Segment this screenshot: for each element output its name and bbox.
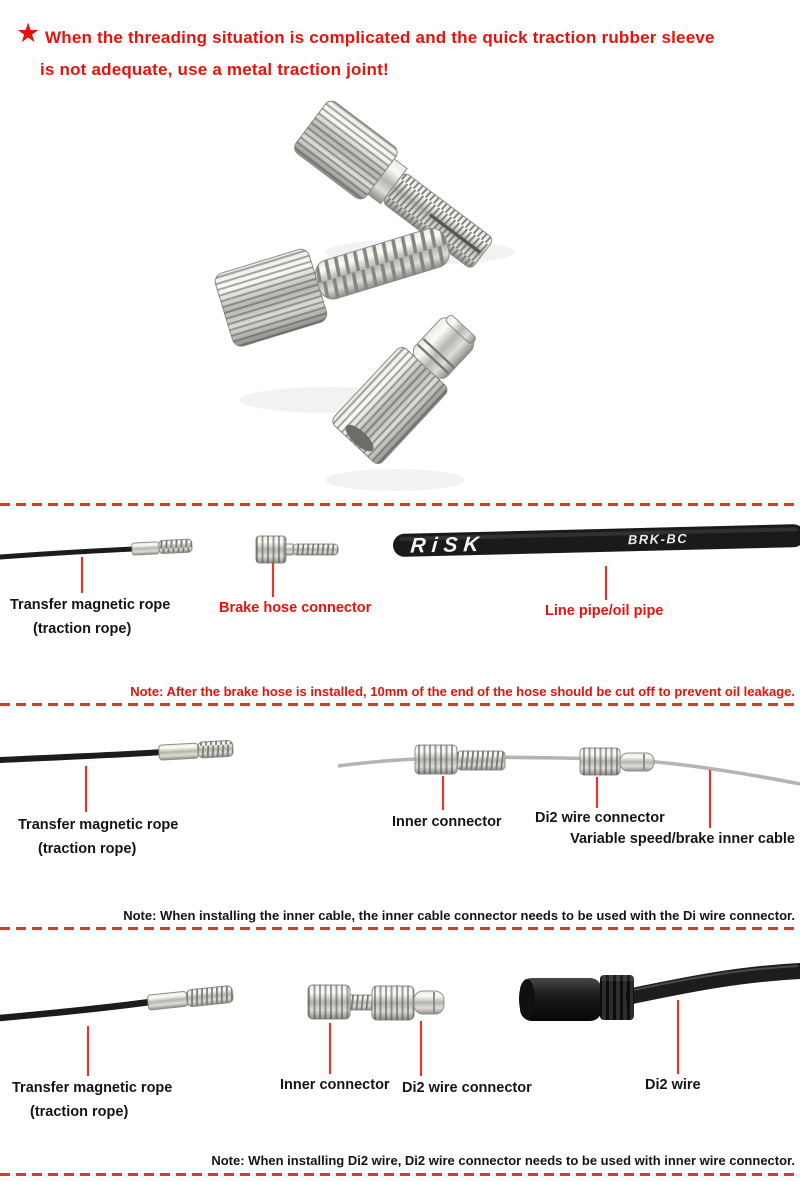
barrel-adjuster xyxy=(330,304,488,467)
di2-wire-label: Di2 wire xyxy=(645,1077,701,1093)
metal-traction-joints-photo xyxy=(213,98,515,491)
brake-hose-connector-graphic xyxy=(256,536,338,563)
dashed-divider-1 xyxy=(0,503,800,506)
header-line-2: is not adequate, use a metal traction joint! xyxy=(40,60,389,79)
brake-hose-connector-label: Brake hose connector xyxy=(219,600,372,616)
tube-model-text: BRK-BC xyxy=(627,530,689,548)
inner-connector-label-2: Inner connector xyxy=(392,814,502,830)
rope-label-2-line1: Transfer magnetic rope xyxy=(18,817,179,833)
rope-label-3-line1: Transfer magnetic rope xyxy=(12,1080,173,1096)
transfer-rope-graphic-3 xyxy=(0,985,233,1018)
di2-wire-graphic xyxy=(519,966,800,1021)
rope-label-1-line1: Transfer magnetic rope xyxy=(10,597,171,613)
transfer-rope-graphic-2 xyxy=(0,740,233,760)
inner-connector-label-3: Inner connector xyxy=(280,1077,390,1093)
note-brake-hose: Note: After the brake hose is installed, 10mm of the end of the hose should be cut off to prevent oil leakage. xyxy=(130,684,795,699)
dashed-divider-4 xyxy=(0,1173,800,1176)
rope-label-2-line2: (traction rope) xyxy=(38,841,137,857)
note-di2-wire: Note: When installing Di2 wire, Di2 wire connector needs to be used with inner wire connector. xyxy=(211,1153,795,1168)
di2-connector-label-2: Di2 wire connector xyxy=(535,810,665,826)
di2-connector-label-3: Di2 wire connector xyxy=(402,1080,532,1096)
line-pipe-graphic xyxy=(393,524,800,558)
rope-label-3-line2: (traction rope) xyxy=(30,1104,129,1120)
variable-speed-cable-label: Variable speed/brake inner cable xyxy=(570,831,795,847)
tube-brand-text: RiSK xyxy=(409,532,486,558)
section3-graphics xyxy=(0,966,800,1076)
header-line-1: When the threading situation is complicated and the quick traction rubber sleeve xyxy=(45,28,715,47)
dashed-divider-3 xyxy=(0,927,800,930)
star-icon: ★ xyxy=(16,18,41,48)
connector-pair-graphic xyxy=(308,985,444,1020)
dashed-divider-2 xyxy=(0,703,800,706)
transfer-rope-graphic-1 xyxy=(0,539,192,557)
note-inner-cable: Note: When installing the inner cable, the inner cable connector needs to be used with the Di wire connector. xyxy=(123,908,795,923)
line-pipe-label: Line pipe/oil pipe xyxy=(545,603,664,619)
rope-label-1-line2: (traction rope) xyxy=(33,621,132,637)
inner-cable-assembly-graphic xyxy=(338,745,800,784)
section1-graphics xyxy=(0,524,800,600)
